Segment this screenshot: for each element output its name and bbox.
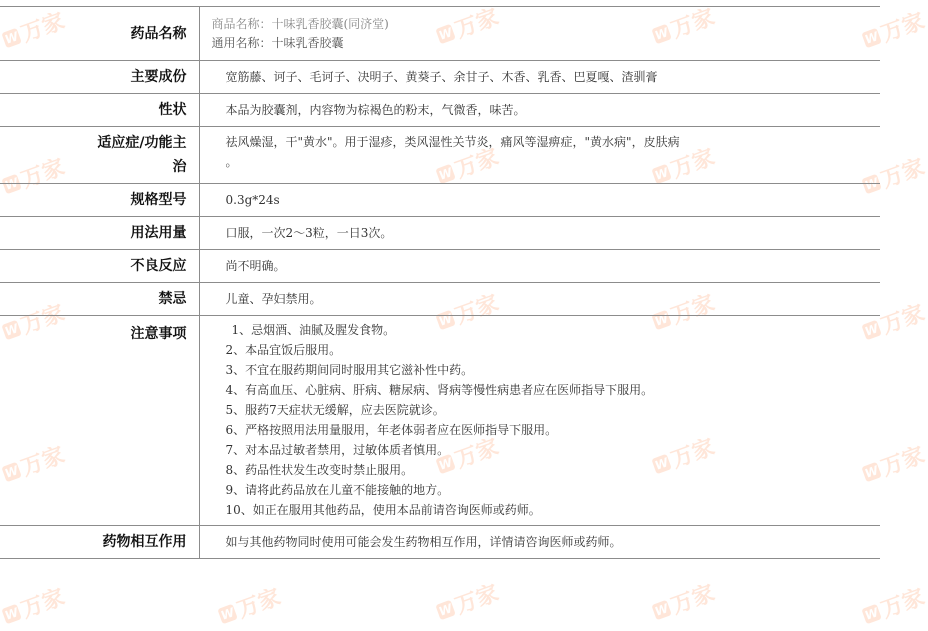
w-logo-icon: W	[862, 462, 881, 481]
row-properties	[0, 94, 880, 127]
value-indications	[199, 127, 880, 184]
precaution-item: 10、如正在服用其他药品，使用本品前请咨询医师或药师。	[225, 503, 541, 517]
watermark: W 万家	[2, 300, 69, 340]
w-logo-icon: W	[862, 604, 881, 623]
w-logo-icon: W	[436, 310, 455, 329]
value-adverse-reactions: 尚不明确。	[199, 250, 880, 283]
watermark: W 万家	[652, 290, 719, 330]
label-drug-name: 药品名称	[0, 7, 199, 61]
watermark: W 万家	[436, 144, 503, 184]
w-logo-icon: W	[652, 24, 671, 43]
watermark: W 万家	[862, 300, 928, 340]
watermark: W 万家	[2, 154, 69, 194]
watermark: W 万家	[2, 584, 69, 624]
watermark: W 万家	[862, 584, 928, 624]
w-logo-icon: W	[862, 28, 881, 47]
label-contraindications: 禁忌	[0, 283, 199, 316]
row-drug-name	[0, 7, 880, 61]
drug-spec-table	[0, 6, 880, 559]
value-properties: 本品为胶囊剂，内容物为棕褐色的粉末，气微香，味苦。	[199, 94, 880, 127]
watermark: W 万家	[436, 4, 503, 44]
row-spec	[0, 184, 880, 217]
label-dosage: 用法用量	[0, 217, 199, 250]
watermark: W 万家	[652, 434, 719, 474]
row-dosage	[0, 217, 880, 250]
w-logo-icon: W	[862, 320, 881, 339]
label-properties: 性状	[0, 94, 199, 127]
watermark: W 万家	[436, 290, 503, 330]
value-ingredients: 宽筋藤、诃子、毛诃子、决明子、黄葵子、余甘子、木香、乳香、巴夏嘎、渣驯膏	[199, 61, 880, 94]
label-indications	[0, 127, 199, 184]
value-contraindications: 儿童、孕妇禁用。	[199, 283, 880, 316]
precaution-item: 2、本品宜饭后服用。	[225, 343, 342, 357]
watermark: W 万家	[862, 442, 928, 482]
w-logo-icon: W	[2, 320, 21, 339]
row-adverse-reactions	[0, 250, 880, 283]
precaution-item: 4、有高血压、心脏病、肝病、糖尿病、肾病等慢性病患者应在医师指导下服用。	[225, 383, 654, 397]
watermark: W 万家	[2, 8, 69, 48]
label-drug-interactions: 药物相互作用	[0, 526, 199, 559]
precaution-item: 1、忌烟酒、油腻及腥发食物。	[231, 323, 396, 337]
w-logo-icon: W	[2, 174, 21, 193]
w-logo-icon: W	[652, 164, 671, 183]
w-logo-icon: W	[2, 28, 21, 47]
value-indications-line1: 祛风燥湿，干"黄水"。用于湿疹，类风湿性关节炎，痛风等湿痹症，"黄水病"，皮肤病	[225, 135, 680, 149]
row-precautions	[0, 316, 880, 526]
watermark: W 万家	[652, 4, 719, 44]
watermark: W 万家	[862, 154, 928, 194]
watermark: W 万家	[652, 580, 719, 620]
watermark: W 万家	[218, 584, 285, 624]
row-ingredients	[0, 61, 880, 94]
watermark: W 万家	[652, 144, 719, 184]
precaution-item: 6、严格按照用法用量服用，年老体弱者应在医师指导下服用。	[225, 423, 558, 437]
watermark: W 万家	[2, 442, 69, 482]
value-indications-line2: 。	[225, 155, 238, 169]
value-precautions	[199, 316, 880, 526]
row-contraindications	[0, 283, 880, 316]
value-spec: 0.3g*24s	[199, 184, 880, 217]
label-ingredients: 主要成份	[0, 61, 199, 94]
w-logo-icon: W	[652, 454, 671, 473]
precaution-item: 7、对本品过敏者禁用，过敏体质者慎用。	[225, 443, 450, 457]
value-drug-name	[199, 7, 880, 61]
row-indications	[0, 127, 880, 184]
w-logo-icon: W	[218, 604, 237, 623]
w-logo-icon: W	[436, 24, 455, 43]
value-dosage: 口服，一次2～3粒，一日3次。	[199, 217, 880, 250]
label-spec: 规格型号	[0, 184, 199, 217]
w-logo-icon: W	[652, 600, 671, 619]
precaution-item: 9、请将此药品放在儿童不能接触的地方。	[225, 483, 450, 497]
label-indications-line1: 适应症/功能主	[97, 135, 187, 151]
watermark: W 万家	[862, 8, 928, 48]
watermark: W 万家	[436, 580, 503, 620]
w-logo-icon: W	[2, 604, 21, 623]
label-indications-line2: 治	[172, 159, 187, 175]
row-drug-interactions	[0, 526, 880, 559]
w-logo-icon: W	[2, 462, 21, 481]
precaution-item: 5、服药7天症状无缓解，应去医院就诊。	[225, 403, 445, 417]
generic-name: 通用名称：十味乳香胶囊	[211, 35, 344, 50]
precaution-item: 3、不宜在服药期间同时服用其它滋补性中药。	[225, 363, 474, 377]
trade-name: 商品名称：十味乳香胶囊(同济堂)	[211, 16, 389, 31]
w-logo-icon: W	[436, 600, 455, 619]
label-adverse-reactions: 不良反应	[0, 250, 199, 283]
w-logo-icon: W	[436, 454, 455, 473]
w-logo-icon: W	[652, 310, 671, 329]
w-logo-icon: W	[436, 164, 455, 183]
label-precautions: 注意事项	[0, 316, 199, 526]
value-drug-interactions: 如与其他药物同时使用可能会发生药物相互作用，详情请咨询医师或药师。	[199, 526, 880, 559]
precaution-item: 8、药品性状发生改变时禁止服用。	[225, 463, 414, 477]
watermark: W 万家	[436, 434, 503, 474]
w-logo-icon: W	[862, 174, 881, 193]
